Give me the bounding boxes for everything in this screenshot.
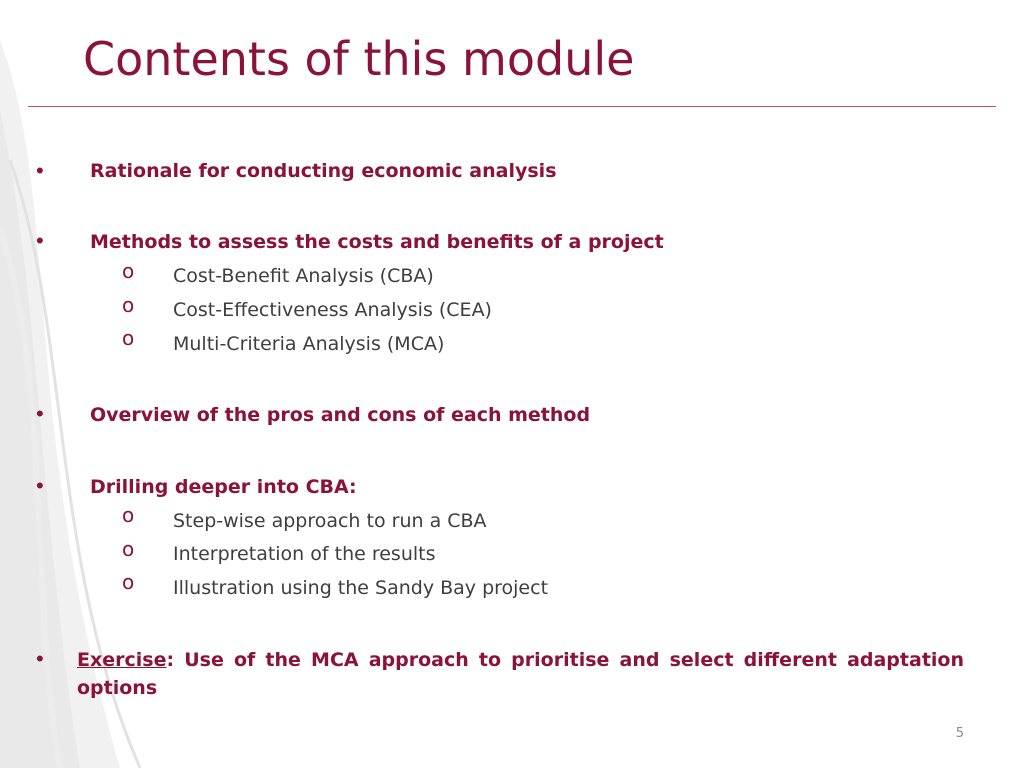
list-item: Rationale for conducting economic analysis — [90, 160, 557, 182]
list-item: Overview of the pros and cons of each method — [90, 404, 591, 426]
sub-bullet-marker: o — [122, 570, 135, 594]
sub-bullet-marker: o — [122, 326, 135, 350]
sub-bullet-marker: o — [122, 259, 135, 283]
bullet-marker: • — [36, 228, 44, 253]
exercise-text: Use of the MCA approach to prioritise and select different adaptation options — [77, 649, 964, 699]
sub-bullet-marker: o — [122, 293, 135, 317]
exercise-separator: : — [166, 649, 175, 671]
page-number: 5 — [955, 726, 964, 741]
list-item: Methods to assess the costs and benefits of a project — [90, 231, 664, 253]
exercise-label: Exercise — [77, 649, 167, 671]
bullet-marker: • — [36, 646, 44, 671]
list-item: Drilling deeper into CBA: — [90, 476, 357, 498]
bullet-marker: • — [36, 473, 44, 498]
sub-bullet-marker: o — [122, 503, 135, 527]
title-divider — [28, 106, 996, 107]
bullet-marker: • — [36, 401, 44, 426]
sub-list-item: Cost-Effectiveness Analysis (CEA) — [173, 299, 492, 321]
bullet-marker: • — [36, 158, 44, 183]
sub-bullet-marker: o — [122, 537, 135, 561]
exercise-item — [77, 646, 964, 702]
sub-list-item: Illustration using the Sandy Bay project — [173, 577, 549, 599]
sub-list-item: Multi-Criteria Analysis (MCA) — [173, 333, 445, 355]
sub-list-item: Cost-Benefit Analysis (CBA) — [173, 265, 434, 287]
slide-title: Contents of this module — [83, 32, 635, 86]
sub-list-item: Step-wise approach to run a CBA — [173, 510, 487, 532]
sub-list-item: Interpretation of the results — [173, 543, 436, 565]
